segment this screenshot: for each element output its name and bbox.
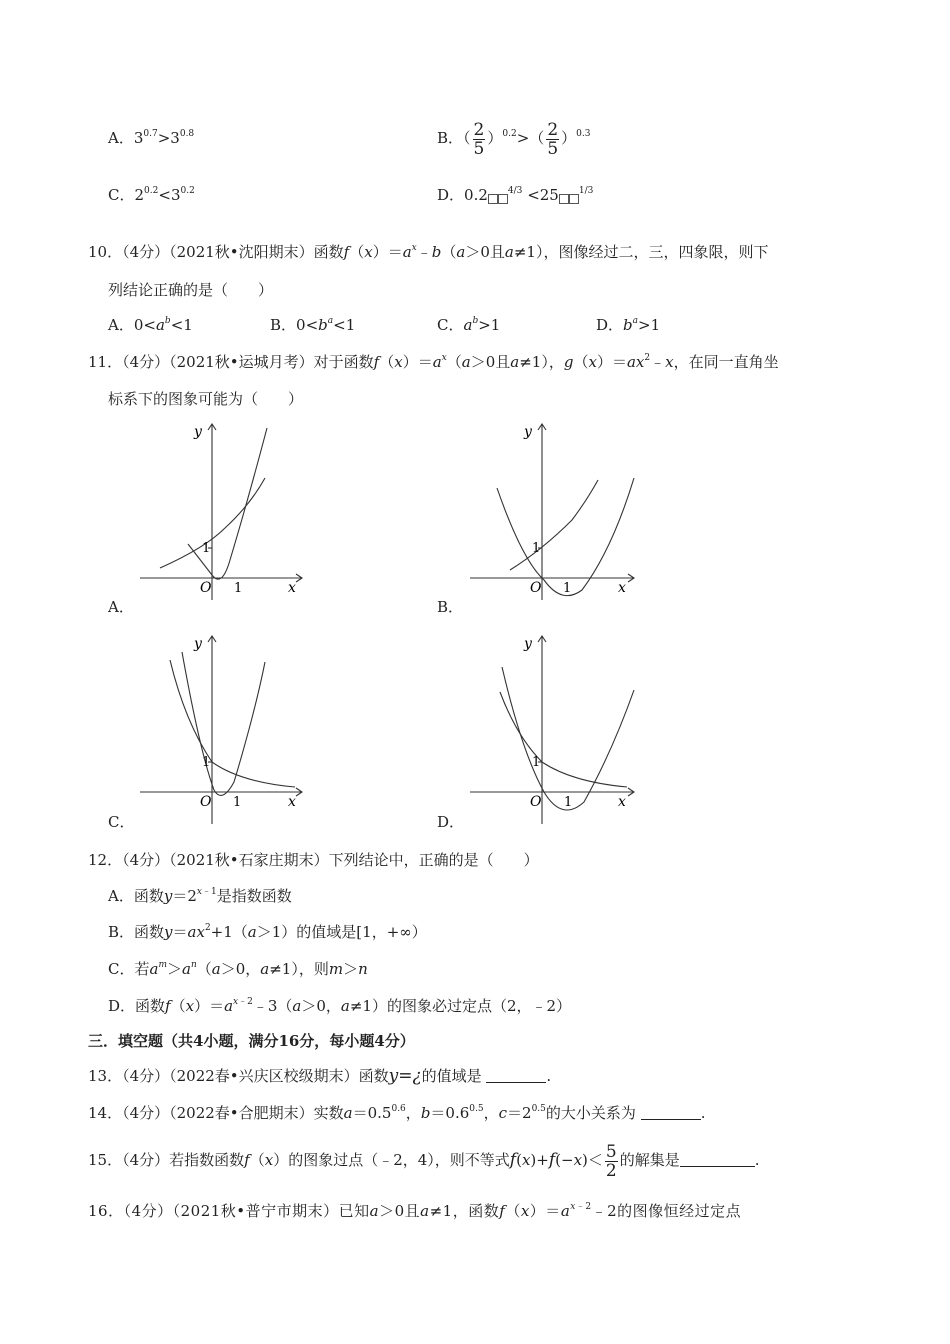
svg-text:x: x bbox=[288, 794, 296, 810]
q10-stem-line2: 列结论正确的是（ ） bbox=[108, 281, 274, 299]
q12-option-b: B．函数$y=ax^2+1(a>1)$的值域是[1，+∞） bbox=[108, 923, 427, 941]
svg-text:y: y bbox=[524, 636, 532, 652]
q9-option-b: B．（ $\frac{2}{5}$ ）$^{0.2}$>（ $\frac{2}{5}$ ）$^{0.3}$ bbox=[437, 119, 591, 159]
svg-text:1: 1 bbox=[233, 795, 242, 810]
svg-text:O: O bbox=[200, 580, 212, 596]
svg-text:x: x bbox=[618, 580, 626, 596]
q9-option-a: A．$3^{0.7}>3^{0.8}$ bbox=[108, 129, 195, 147]
answer-blank[interactable] bbox=[486, 1068, 546, 1083]
svg-text:y: y bbox=[194, 636, 202, 652]
q11-stem-line1: 11．（4分）（2021秋•运城月考）对于函数$f(x)=a^x(a>0$且a≠1），$g(x)=ax^2﹣x$，在同一直角坐 bbox=[88, 353, 779, 371]
graph-d bbox=[462, 632, 642, 827]
svg-text:1: 1 bbox=[234, 581, 243, 596]
q10-option-b: B．$0<b^a<1$ bbox=[270, 316, 356, 334]
svg-text:1: 1 bbox=[532, 755, 541, 770]
q16: 16．（4分）（2021秋•普宁市期末）已知a＞0且a≠1，函数$f(x)=a^{x﹣2}﹣2$的图像恒经过定点 bbox=[88, 1202, 742, 1220]
answer-blank[interactable] bbox=[641, 1105, 701, 1120]
svg-text:O: O bbox=[530, 794, 542, 810]
q14: 14．（4分）（2022春•合肥期末）实数$a=0.5^{0.6}$，$b=0.6^{0.5}$，$c=2^{0.5}$的大小关系为 . bbox=[88, 1104, 706, 1122]
section-heading: 三．填空题（共4小题，满分16分，每小题4分） bbox=[88, 1032, 415, 1050]
fraction-2-5: $\frac{2}{5}$ bbox=[473, 119, 485, 159]
svg-text:O: O bbox=[530, 580, 542, 596]
svg-text:1: 1 bbox=[532, 541, 541, 556]
q12-option-c: C．若$a^m>a^n(a>0$，a≠1），则m＞n bbox=[108, 960, 368, 978]
broken-glyph-icon bbox=[498, 194, 508, 204]
q10-option-c: C．$a^b>1$ bbox=[437, 316, 501, 334]
broken-glyph-icon bbox=[488, 194, 498, 204]
svg-text:x: x bbox=[288, 580, 296, 596]
answer-blank[interactable] bbox=[680, 1152, 755, 1167]
broken-glyph-icon bbox=[569, 194, 579, 204]
q12-stem: 12．（4分）（2021秋•石家庄期末）下列结论中，正确的是（ ） bbox=[88, 851, 539, 869]
q11-option-b: B． bbox=[437, 598, 464, 616]
q15: 15．（4分）若指数函数f（x）的图象过点（﹣2，4），则不等式f(x)+f(−x)＜ $\frac{5}{2}$ 的解集是 . bbox=[88, 1141, 760, 1181]
svg-text:1: 1 bbox=[564, 795, 573, 810]
q11-option-a: A． bbox=[108, 598, 134, 616]
q9-option-c: C．$2^{0.2}<3^{0.2}$ bbox=[108, 186, 195, 204]
q11-stem-line2: 标系下的图象可能为（ ） bbox=[108, 390, 304, 408]
svg-text:1: 1 bbox=[202, 755, 211, 770]
graph-c bbox=[130, 632, 310, 827]
svg-text:y: y bbox=[524, 424, 532, 440]
q10-option-a: A．$0<a^b<1$ bbox=[108, 316, 193, 334]
q13: 13．（4分）（2022春•兴庆区校级期末）函数y=¿的值域是 . bbox=[88, 1066, 552, 1086]
svg-text:y: y bbox=[194, 424, 202, 440]
q11-option-d: D． bbox=[437, 813, 465, 831]
q12-option-a: A．函数$y=2^{x﹣1}$是指数函数 bbox=[108, 887, 292, 905]
q10-option-d: D．$b^a>1$ bbox=[596, 316, 661, 334]
svg-text:1: 1 bbox=[563, 581, 572, 596]
svg-text:1: 1 bbox=[202, 541, 211, 556]
broken-glyph-icon bbox=[559, 194, 569, 204]
q12-option-d: D．函数$f(x)=a^{x﹣2}﹣3(a>0$，a≠1）的图象必过定点（2，﹣2） bbox=[108, 997, 572, 1015]
q9-option-d: D．0.2 $^{4/3}$ <25 $^{1/3}$ bbox=[437, 186, 594, 204]
q10-stem-line1: 10．（4分）（2021秋•沈阳期末）函数$f(x)=a^x﹣b(a>0$且a≠1），图像经过二，三，四象限，则下 bbox=[88, 243, 769, 261]
graph-a bbox=[130, 420, 310, 610]
q11-option-c: C． bbox=[108, 813, 135, 831]
graph-b bbox=[462, 420, 642, 610]
svg-text:x: x bbox=[618, 794, 626, 810]
svg-text:O: O bbox=[200, 794, 212, 810]
